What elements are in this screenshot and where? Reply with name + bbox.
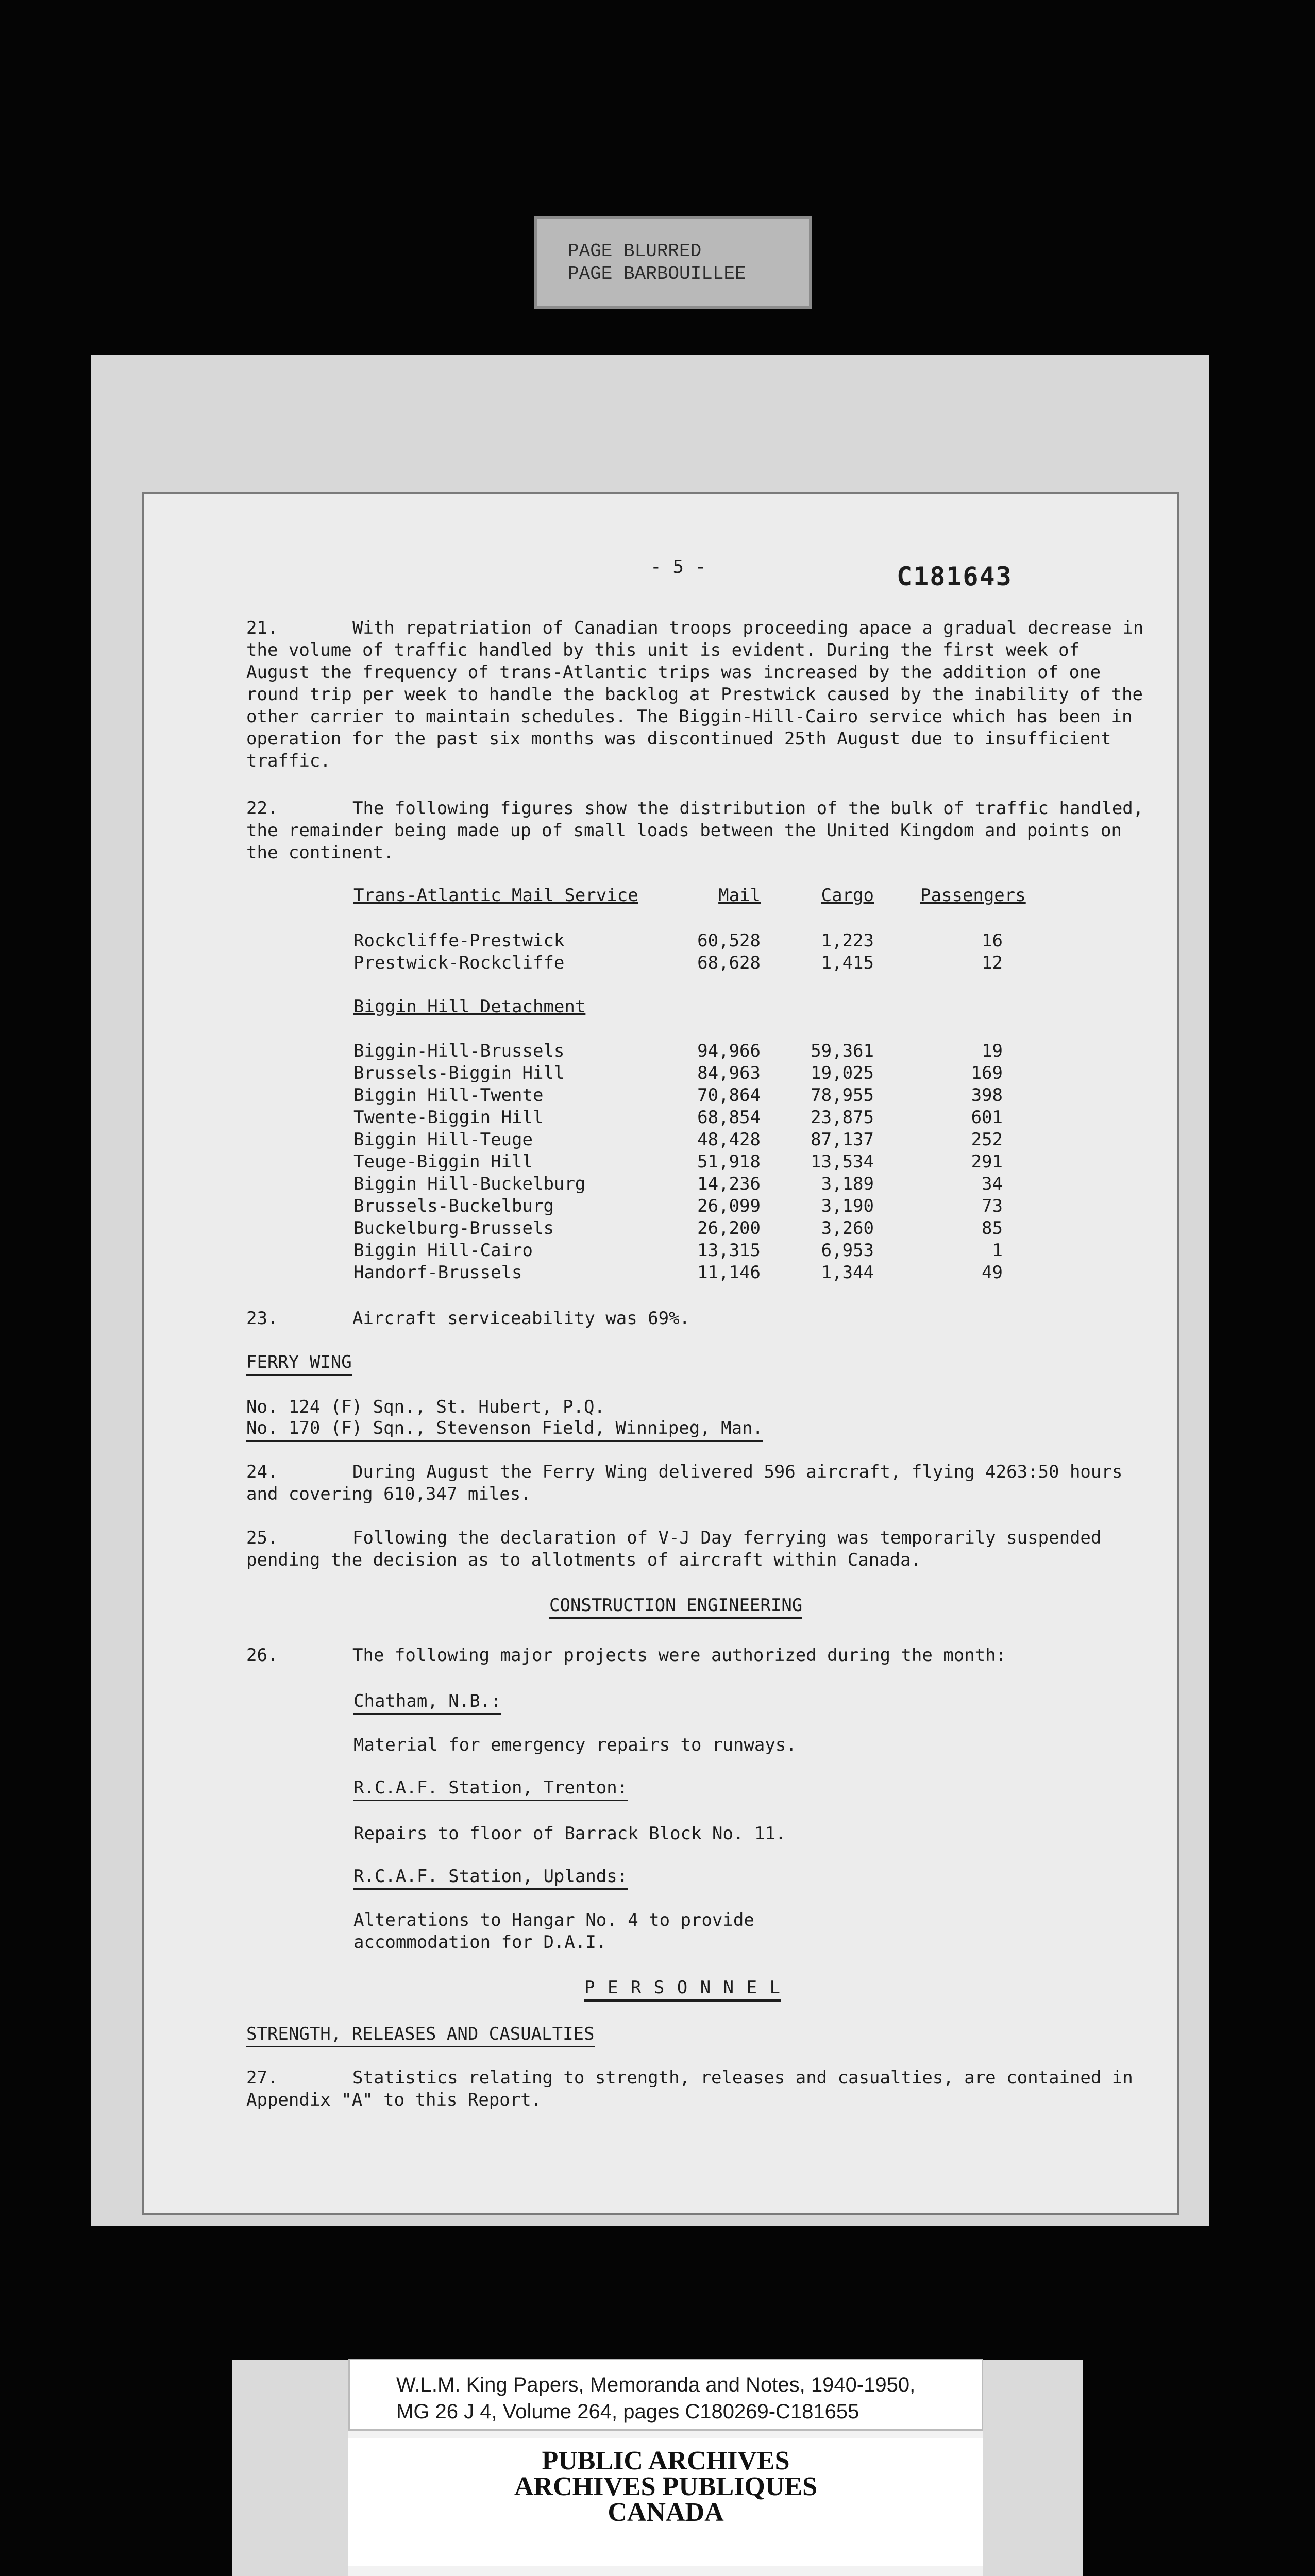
passengers-cell: 291 bbox=[971, 1151, 1003, 1172]
paragraph-number: 23. bbox=[246, 1308, 278, 1329]
paragraph-number: 21. bbox=[246, 618, 278, 638]
table-row bbox=[353, 1063, 1003, 1085]
route-cell: Biggin Hill-Buckelburg bbox=[353, 1174, 586, 1194]
mail-cell: 60,528 bbox=[697, 930, 761, 951]
paragraph-number: 24. bbox=[246, 1462, 278, 1482]
page-blurred-stamp bbox=[534, 216, 812, 309]
table-row bbox=[353, 1085, 1003, 1107]
table-row bbox=[353, 1151, 1003, 1174]
archive-citation bbox=[348, 2359, 983, 2431]
paragraph-22 bbox=[246, 798, 1153, 864]
cargo-cell: 1,223 bbox=[821, 930, 874, 951]
passengers-cell: 34 bbox=[982, 1174, 1003, 1194]
page-number: - 5 - bbox=[650, 556, 706, 578]
passengers-cell: 12 bbox=[982, 953, 1003, 973]
header-cargo: Cargo bbox=[821, 885, 874, 906]
mail-cell: 68,628 bbox=[697, 953, 761, 973]
stamp-line-1: PAGE BLURRED bbox=[568, 241, 702, 262]
passengers-cell: 1 bbox=[992, 1240, 1003, 1261]
cargo-cell: 59,361 bbox=[811, 1041, 874, 1061]
table-row bbox=[353, 1129, 1003, 1151]
paragraph-text: The following major projects were authorized during the month: bbox=[352, 1645, 1007, 1666]
table-section-heading bbox=[353, 996, 586, 1019]
mail-cell: 26,099 bbox=[697, 1196, 761, 1216]
paragraph-21 bbox=[246, 617, 1153, 772]
cargo-cell: 87,137 bbox=[811, 1129, 874, 1150]
route-cell: Brussels-Biggin Hill bbox=[353, 1063, 565, 1083]
construction-engineering-heading: CONSTRUCTION ENGINEERING bbox=[549, 1595, 802, 1619]
project-place: R.C.A.F. Station, Uplands: bbox=[353, 1866, 628, 1890]
mail-cell: 70,864 bbox=[697, 1085, 761, 1106]
stamp-line-2: PAGE BARBOUILLEE bbox=[568, 263, 746, 284]
route-cell: Buckelburg-Brussels bbox=[353, 1218, 554, 1239]
cargo-cell: 3,189 bbox=[821, 1174, 874, 1194]
ferry-wing-unit-1: No. 124 (F) Sqn., St. Hubert, P.Q. bbox=[246, 1397, 605, 1417]
table-row bbox=[353, 953, 1003, 975]
archives-line-2: ARCHIVES PUBLIQUES bbox=[514, 2472, 818, 2501]
ferry-wing-unit-2: No. 170 (F) Sqn., Stevenson Field, Winnipeg, Man. bbox=[246, 1418, 763, 1442]
table-row bbox=[353, 1041, 1003, 1063]
passengers-cell: 169 bbox=[971, 1063, 1003, 1083]
paragraph-23 bbox=[246, 1308, 1153, 1330]
passengers-cell: 252 bbox=[971, 1129, 1003, 1150]
route-cell: Biggin Hill-Cairo bbox=[353, 1240, 533, 1261]
archive-label-right-edge bbox=[983, 2360, 1083, 2576]
mail-cell: 14,236 bbox=[697, 1174, 761, 1194]
route-cell: Rockcliffe-Prestwick bbox=[353, 930, 565, 951]
passengers-cell: 19 bbox=[982, 1041, 1003, 1061]
mail-cell: 68,854 bbox=[697, 1107, 761, 1128]
project-place: Chatham, N.B.: bbox=[353, 1691, 501, 1715]
project-description: Material for emergency repairs to runways. bbox=[353, 1735, 797, 1755]
archive-label-left-edge bbox=[232, 2360, 348, 2576]
paragraph-26 bbox=[246, 1645, 1153, 1667]
header-passengers: Passengers bbox=[920, 885, 1026, 906]
table-row bbox=[353, 1240, 1003, 1262]
cargo-cell: 19,025 bbox=[811, 1063, 874, 1083]
paragraph-number: 26. bbox=[246, 1645, 278, 1666]
cargo-cell: 3,190 bbox=[821, 1196, 874, 1216]
passengers-cell: 601 bbox=[971, 1107, 1003, 1128]
table-row bbox=[353, 1262, 1003, 1284]
passengers-cell: 49 bbox=[982, 1262, 1003, 1283]
route-cell: Biggin-Hill-Brussels bbox=[353, 1041, 565, 1061]
paragraph-24 bbox=[246, 1461, 1153, 1505]
table-row bbox=[353, 1174, 1003, 1196]
mail-cell: 13,315 bbox=[697, 1240, 761, 1261]
paragraph-text: Statistics relating to strength, releases and casualties, are contained in Appendix "A" to this Report. bbox=[246, 2067, 1133, 2110]
project-place: R.C.A.F. Station, Trenton: bbox=[353, 1777, 628, 1801]
cargo-cell: 1,415 bbox=[821, 953, 874, 973]
mail-cell: 84,963 bbox=[697, 1063, 761, 1083]
strength-releases-casualties-heading: STRENGTH, RELEASES AND CASUALTIES bbox=[246, 2024, 595, 2047]
route-cell: Handorf-Brussels bbox=[353, 1262, 522, 1283]
paragraph-text: The following figures show the distribution of the bulk of traffic handled, the remainder being made up of small loads between the United Kingdom and points on the continent. bbox=[246, 798, 1144, 863]
cargo-cell: 23,875 bbox=[811, 1107, 874, 1128]
table-row bbox=[353, 930, 1003, 953]
paragraph-number: 27. bbox=[246, 2067, 278, 2088]
mail-cell: 11,146 bbox=[697, 1262, 761, 1283]
paragraph-27 bbox=[246, 2067, 1153, 2111]
citation-line-2: MG 26 J 4, Volume 264, pages C180269-C181655 bbox=[396, 2400, 859, 2423]
passengers-cell: 16 bbox=[982, 930, 1003, 951]
mail-cell: 51,918 bbox=[697, 1151, 761, 1172]
table-row bbox=[353, 1196, 1003, 1218]
cargo-cell: 78,955 bbox=[811, 1085, 874, 1106]
paragraph-text: During August the Ferry Wing delivered 596 aircraft, flying 4263:50 hours and covering 610,347 miles. bbox=[246, 1462, 1123, 1504]
passengers-cell: 85 bbox=[982, 1218, 1003, 1239]
mail-cell: 48,428 bbox=[697, 1129, 761, 1150]
route-cell: Brussels-Buckelburg bbox=[353, 1196, 554, 1216]
table-header-row bbox=[353, 885, 1026, 907]
cargo-cell: 6,953 bbox=[821, 1240, 874, 1261]
passengers-cell: 73 bbox=[982, 1196, 1003, 1216]
project-description: Alterations to Hangar No. 4 to provide accommodation for D.A.I. bbox=[353, 1910, 754, 1953]
ferry-wing-heading: FERRY WING bbox=[246, 1352, 352, 1376]
route-cell: Biggin Hill-Twente bbox=[353, 1085, 544, 1106]
route-cell: Prestwick-Rockcliffe bbox=[353, 953, 565, 973]
document-id: C181643 bbox=[897, 562, 1013, 591]
route-cell: Teuge-Biggin Hill bbox=[353, 1151, 533, 1172]
cargo-cell: 1,344 bbox=[821, 1262, 874, 1283]
header-mail: Mail bbox=[718, 885, 761, 906]
project-description: Repairs to floor of Barrack Block No. 11. bbox=[353, 1823, 786, 1844]
paragraph-number: 22. bbox=[246, 798, 278, 819]
archives-line-3: CANADA bbox=[608, 2498, 724, 2527]
table-row bbox=[353, 1107, 1003, 1129]
cargo-cell: 13,534 bbox=[811, 1151, 874, 1172]
table-row bbox=[353, 1218, 1003, 1240]
route-cell: Twente-Biggin Hill bbox=[353, 1107, 544, 1128]
paragraph-25 bbox=[246, 1527, 1153, 1571]
passengers-cell: 398 bbox=[971, 1085, 1003, 1106]
personnel-heading: P E R S O N N E L bbox=[584, 1977, 781, 2002]
header-route: Trans-Atlantic Mail Service bbox=[353, 885, 638, 906]
route-cell: Biggin Hill-Teuge bbox=[353, 1129, 533, 1150]
paragraph-text: With repatriation of Canadian troops proceeding apace a gradual decrease in the volume of traffic handled by this unit is evident. During the first week of August the frequency of trans-Atlantic trips was increased by the addition of one round trip per week to handle the backlog at Prestwick caused by the inability of the other carrier to maintain schedules. The Biggin-Hill-Cairo service which has been in operation for the past six months was discontinued 25th August due to insufficient traffic. bbox=[246, 618, 1144, 771]
paragraph-text: Following the declaration of V-J Day ferrying was temporarily suspended pending the decision as to allotments of aircraft within Canada. bbox=[246, 1528, 1102, 1570]
citation-line-1: W.L.M. King Papers, Memoranda and Notes, 1940-1950, bbox=[396, 2374, 916, 2396]
paragraph-number: 25. bbox=[246, 1528, 278, 1548]
paragraph-text: Aircraft serviceability was 69%. bbox=[352, 1308, 690, 1329]
archives-line-1: PUBLIC ARCHIVES bbox=[542, 2446, 790, 2476]
mail-cell: 26,200 bbox=[697, 1218, 761, 1239]
biggin-hill-heading: Biggin Hill Detachment bbox=[353, 996, 586, 1017]
cargo-cell: 3,260 bbox=[821, 1218, 874, 1239]
archives-stamp bbox=[348, 2438, 983, 2566]
mail-cell: 94,966 bbox=[697, 1041, 761, 1061]
